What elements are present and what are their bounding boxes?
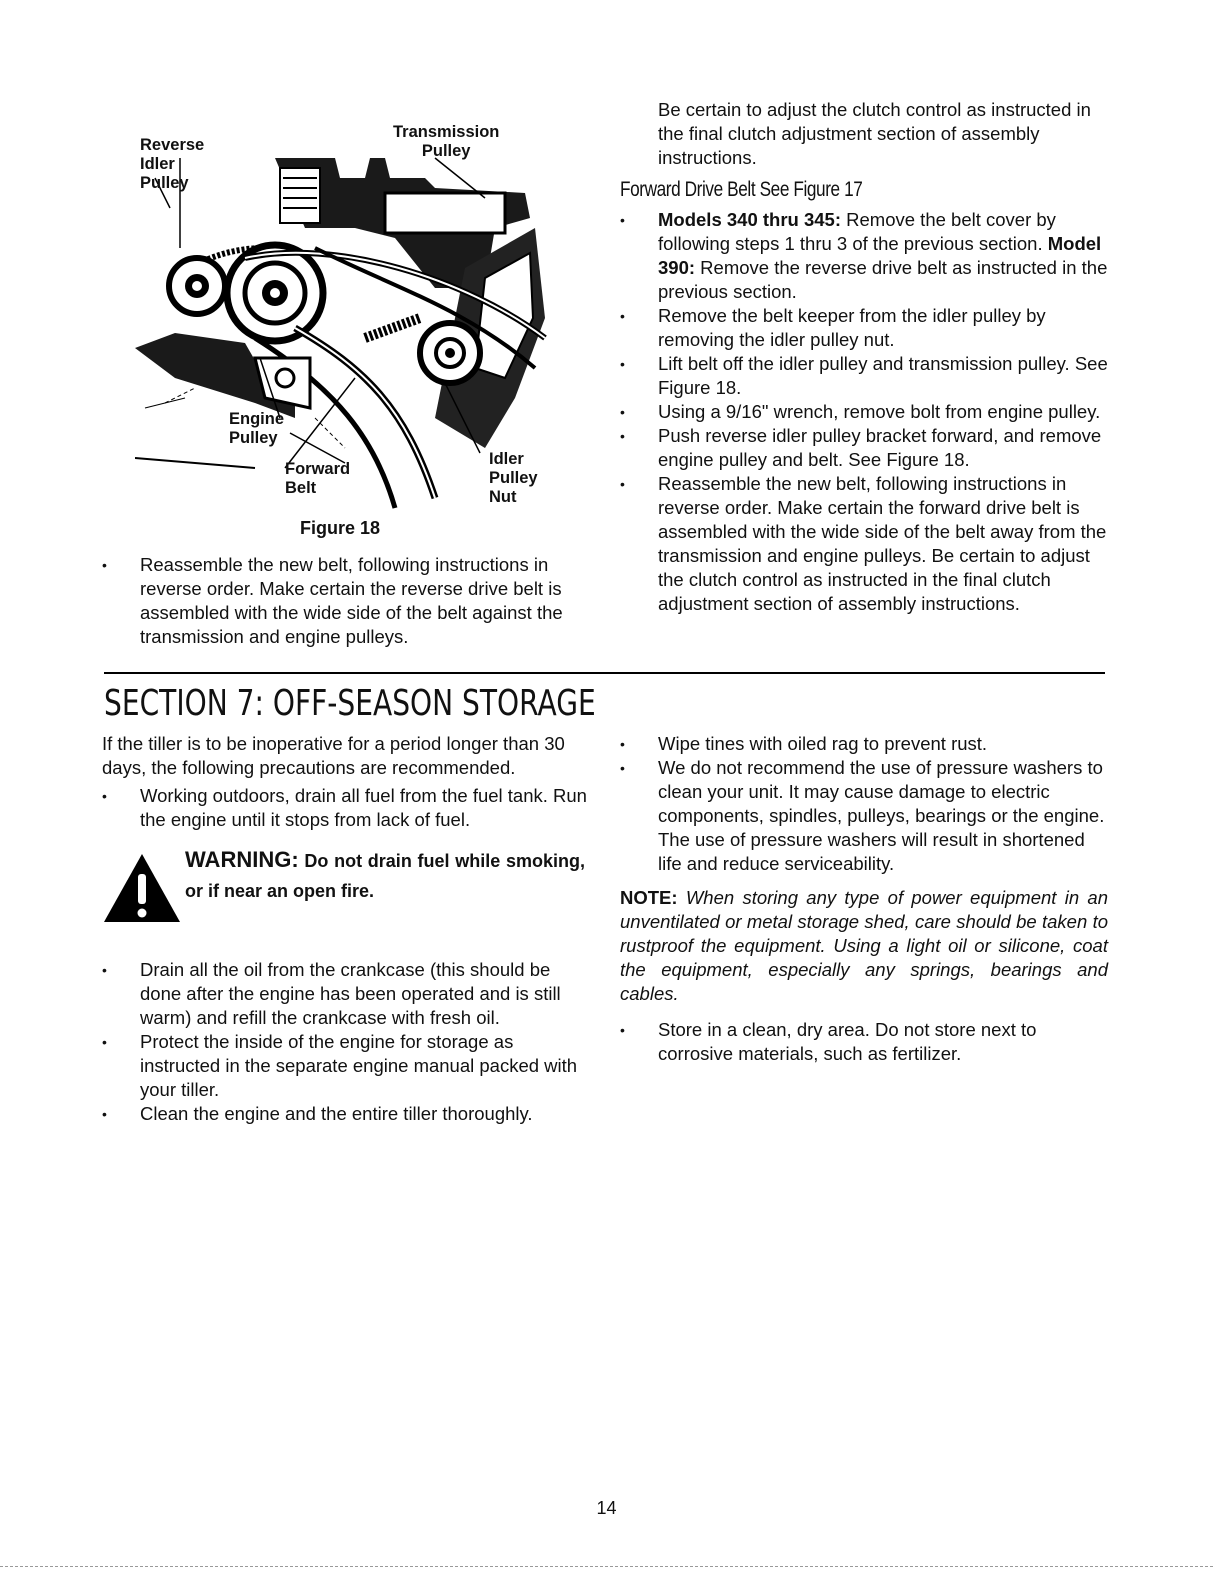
storage-right-column [620, 732, 1108, 1066]
storage-right-bullets [620, 732, 1108, 876]
left-top-bullets [102, 553, 592, 649]
list-item: • Wipe tines with oiled rag to prevent rust. [620, 732, 1108, 756]
list-item: • Using a 9/16" wrench, remove bolt from engine pulley. [620, 400, 1110, 424]
note-label: NOTE: [620, 887, 678, 908]
page-edge-divider [0, 1566, 1213, 1567]
storage-note [620, 886, 1108, 1006]
storage-right-final-bullet [620, 1018, 1108, 1066]
note-body: When storing any type of power equipment in an unventilated or metal storage shed, care should be taken to rustproof the equipment. Using a light oil or silicone, coat the equipment, especially any springs, bearings and cables. [620, 887, 1108, 1004]
list-item: • Protect the inside of the engine for storage as instructed in the separate engine manual packed with your tiller. [102, 1030, 592, 1102]
intro-paragraph: Be certain to adjust the clutch control as instructed in the final clutch adjustment section of assembly instructions. [658, 99, 1091, 168]
storage-left-bullets-1 [102, 784, 592, 832]
figure-caption: Figure 18 [300, 518, 381, 538]
list-item: • Lift belt off the idler pulley and transmission pulley. See Figure 18. [620, 352, 1110, 400]
list-item: • Reassemble the new belt, following instructions in reverse order. Make certain the forward drive belt is assembled with the wide side of the belt away from the transmission and engine pulleys. Be certain to adjust the clutch control as instructed in the final clutch adjustment section of assembly instructions. [620, 472, 1110, 616]
section-divider [104, 672, 1105, 674]
forward-belt-label: Forward Belt [285, 460, 351, 497]
warning-title: WARNING: [185, 847, 299, 872]
warning-text [185, 846, 585, 907]
storage-left-bullets-2 [102, 958, 592, 1126]
warning-icon [102, 852, 182, 924]
list-item: • Clean the engine and the entire tiller thoroughly. [102, 1102, 592, 1126]
warning-block [102, 846, 592, 946]
page-number: 14 [596, 1498, 617, 1518]
forward-drive-belt-steps [620, 208, 1110, 616]
list-item: • Remove the belt keeper from the idler pulley by removing the idler pulley nut. [620, 304, 1110, 352]
list-item: • Working outdoors, drain all fuel from the fuel tank. Run the engine until it stops from lack of fuel. [102, 784, 592, 832]
list-item: • Drain all the oil from the crankcase (this should be done after the engine has been operated and is still warm) and refill the crankcase with fresh oil. [102, 958, 592, 1030]
section-title: SECTION 7: OFF-SEASON STORAGE [104, 683, 596, 724]
reverse-idler-pulley-label: Reverse Idler Pulley [140, 136, 205, 192]
warning-body: Do not drain fuel while smoking, or if near an open fire. [185, 851, 585, 901]
list-item: • Reassemble the new belt, following instructions in reverse order. Make certain the reverse drive belt is assembled with the wide side of the belt against the transmission and engine pulleys. [102, 553, 592, 649]
list-item: • Push reverse idler pulley bracket forward, and remove engine pulley and belt. See Figure 18. [620, 424, 1110, 472]
storage-left-column [102, 732, 592, 1126]
transmission-pulley-label: Transmission Pulley [393, 123, 500, 160]
storage-intro: If the tiller is to be inoperative for a period longer than 30 days, the following precautions are recommended. [102, 733, 565, 778]
right-top-column [620, 98, 1110, 616]
forward-drive-belt-subheading: Forward Drive Belt See Figure 17 [620, 178, 863, 201]
list-item: • Models 340 thru 345: Remove the belt cover by following steps 1 thru 3 of the previous section. Model 390: Remove the reverse drive belt as instructed in the previous section. [620, 208, 1110, 304]
idler-pulley-nut-label: Idler Pulley Nut [489, 450, 538, 506]
figure-18 [135, 118, 555, 538]
list-item: • Store in a clean, dry area. Do not store next to corrosive materials, such as fertilizer. [620, 1018, 1108, 1066]
list-item: • We do not recommend the use of pressure washers to clean your unit. It may cause damage to electric components, spindles, pulleys, bearings or the engine. The use of pressure washers will result in shortened life and reduce serviceability. [620, 756, 1108, 876]
engine-pulley-label: Engine Pulley [229, 410, 285, 447]
